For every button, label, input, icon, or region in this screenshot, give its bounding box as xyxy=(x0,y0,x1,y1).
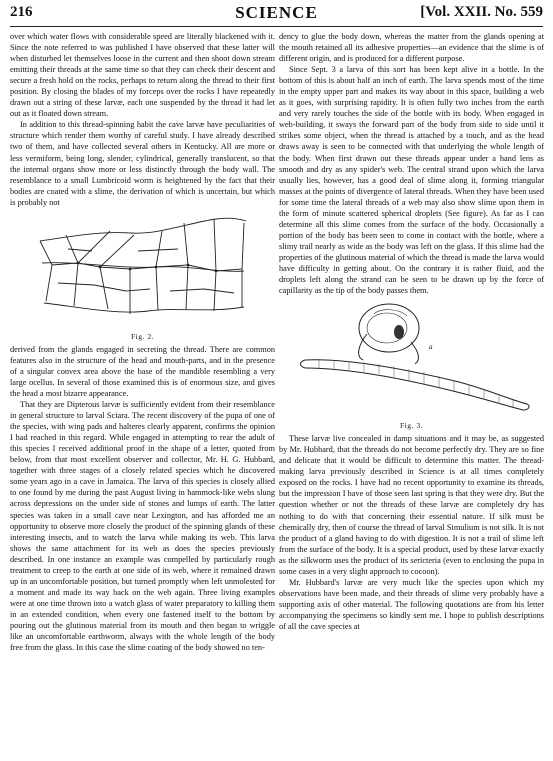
figure-2-web-drawing xyxy=(38,211,248,329)
figure-3 xyxy=(279,298,544,418)
journal-title: SCIENCE xyxy=(235,3,318,22)
paragraph: Mr. Hubbard's larvæ are very much like the species upon which my observations have been made, and their threads of slime very probably have a supporting axis of other material. The following quotations are from his letter accompanying the specimens so kindly sent me. I hope to publish descriptions of all the cave species at xyxy=(279,577,544,631)
paragraph: derived from the glands engaged in secreting the thread. There are common features also in the structure of the head and mouth-parts, and in the presence of a singular convex area above the base of the mandible resembling a very large ocellus. In several of those examined this is of enormous size, and gives the head a most bizarre appearance. xyxy=(10,344,275,398)
page-number: 216 xyxy=(10,4,33,20)
paragraph: In addition to this thread-spinning habit the cave larvæ have peculiarities of structure which render them worthy of careful study. I have already described two of them, and have collected several others in Kentucky. All are more or less vermiform, being long, slender, cylindrical, generally translucent, so that the internal organs show more or less distinctly through the body wall. The resemblance to a small Lumbricoid worm is heightened by the fact that their bodies are coated with a slime, the derivation of which is uncertain, but which is probably not xyxy=(10,120,275,207)
volume-info: [Vol. XXII. No. 559 xyxy=(420,4,543,20)
paragraph: over which water flows with considerable speed are literally blackened with it. Since the note referred to was published I have observed that these latter will when disturbed let themselves loose in the current and then shoot down stream emitting their threads at the same time so that they can check their descent and secure a fresh hold on the rocks, perhaps to return along the thread to their first position. By closing the blades of my forceps over the rocks I have repeatedly drawn out a string of these larvæ, each one suspended by the thread it had let out as it floated down stream. xyxy=(10,32,275,119)
paragraph: dency to glue the body down, whereas the matter from the glands opening at the mouth retained all its adhesive properties—an evidence that the slime is of different origin, and is produced for a different purpose. xyxy=(279,32,544,64)
paragraph: That they are Dipterous larvæ is sufficiently evident from their resemblance in general structure to larval Sciara. The recent discovery of the pupa of one of the species, with wing pads and halteres clearly apparent, confirms the opinion I had reached in this regard. While engaged in attempting to rear the adult of this species I received additional proof in the shape of a letter, quoted from below, from that most excellent observer and collector, Mr. H. G. Hubbard, together with three stages of a closely related species which he discovered some years ago in a cave in Jamaica. The larva of this species is closely allied to one found by me during the past August living in hammock-like webs slung across depressions on the under side of stones and lumps of earth. The latter species was taken in a small cave near Lexington, and has afforded me an opportunity to observe more closely the product of the spinning glands of these interesting insects, and to watch the larva while making its web. This larva shows the same attachment for its web as does the species previously described. In one instance an example was compelled by particularly rough treatment to creep to the earth at one side of its web, where it remained drawn up in an uncomfortable position, but turned promptly when left unmolested for a moment and made its way back on the web again. Three living examples were at one time thrown into a watch glass of water preparatory to killing them in an extended condition, when every one fastened itself to the bottom by pouring out the glutinous material from its mouth and then began to wriggle like an uncomfortable earthworm, always with the whole length of the body free from the glass. In this case the slime coating of the body showed no ten- xyxy=(10,400,275,653)
paragraph: Since Sept. 3 a larva of this sort has been kept alive in a bottle. In the bottom of this is about half an inch of earth. The larva spends most of the time in the empty upper part and makes its way about in this space, building a web as it goes, with surprising rapidity. It is often fully two inches from the earth and very rarely touches the side of the bottle with its body. When engaged in web-building, it sways the forward part of the body from side to side until it strikes some object, when the thread is attached by a touch, and as the head draws away is seen to be connected with that underlying the whole length of the body. When first drawn out these threads appear under a hand lens as smooth and dry as any spider's web. The central strand upon which the larva usually lies, however, has a good deal of slime along it, forming triangular masses at the points of divergence of lateral threads. When they have been used for some time the lateral threads of a web may also show slime upon them in the form of minute scattered spherical droplets (See figure). As far as I can determine all this slime comes from the surface of the body. Occasionally a portion of the body has been seen to come in contact with the bottle, where a slimy trail nearly as wide as the body was left on the glass. If this slime had the properties of the glutinous material of which the thread is made the larva would have difficulty in getting about. On the contrary it is rather fluid, and the droplets left along the strand can be seen to be drawn up by the force of capillarity as the tip of the body passes them. xyxy=(279,65,544,296)
figure-3-caption: Fig. 3. xyxy=(399,421,424,431)
figure-3-larva-drawing xyxy=(279,298,544,418)
page-header xyxy=(10,4,543,26)
left-column xyxy=(10,31,275,653)
header-rule xyxy=(10,26,543,27)
figure-2-caption: Fig. 2. xyxy=(130,331,155,341)
paragraph: These larvæ live concealed in damp situations and it may be, as suggested by Mr. Hubbard, that the threads do not become perfectly dry. They are so fine and delicate that it would be difficult to determine this matter. The thread-making larva previously described in Science is at all times completely exposed on the rocks. I have had no recent opportunity to examine its threads, but the impression I have of those seen last spring is that they were dry. But the question whether or not the threads of these larvæ are completely dry has nothing to do with that concerning their essential nature. If silk must be chemically dry, then of course the thread of larval Simulium is not silk. It is not the product of a gland having to do with digestion. It is not a trail of slime left from the surface of the body. It is a special product, used by these larvæ exactly as the silkworm uses the product of its sericteria (even to enclosing the pupa in some cases in a very slight approach to cocoon). xyxy=(279,434,544,576)
figure-3-label-a: a xyxy=(429,343,433,352)
right-column xyxy=(279,31,544,632)
